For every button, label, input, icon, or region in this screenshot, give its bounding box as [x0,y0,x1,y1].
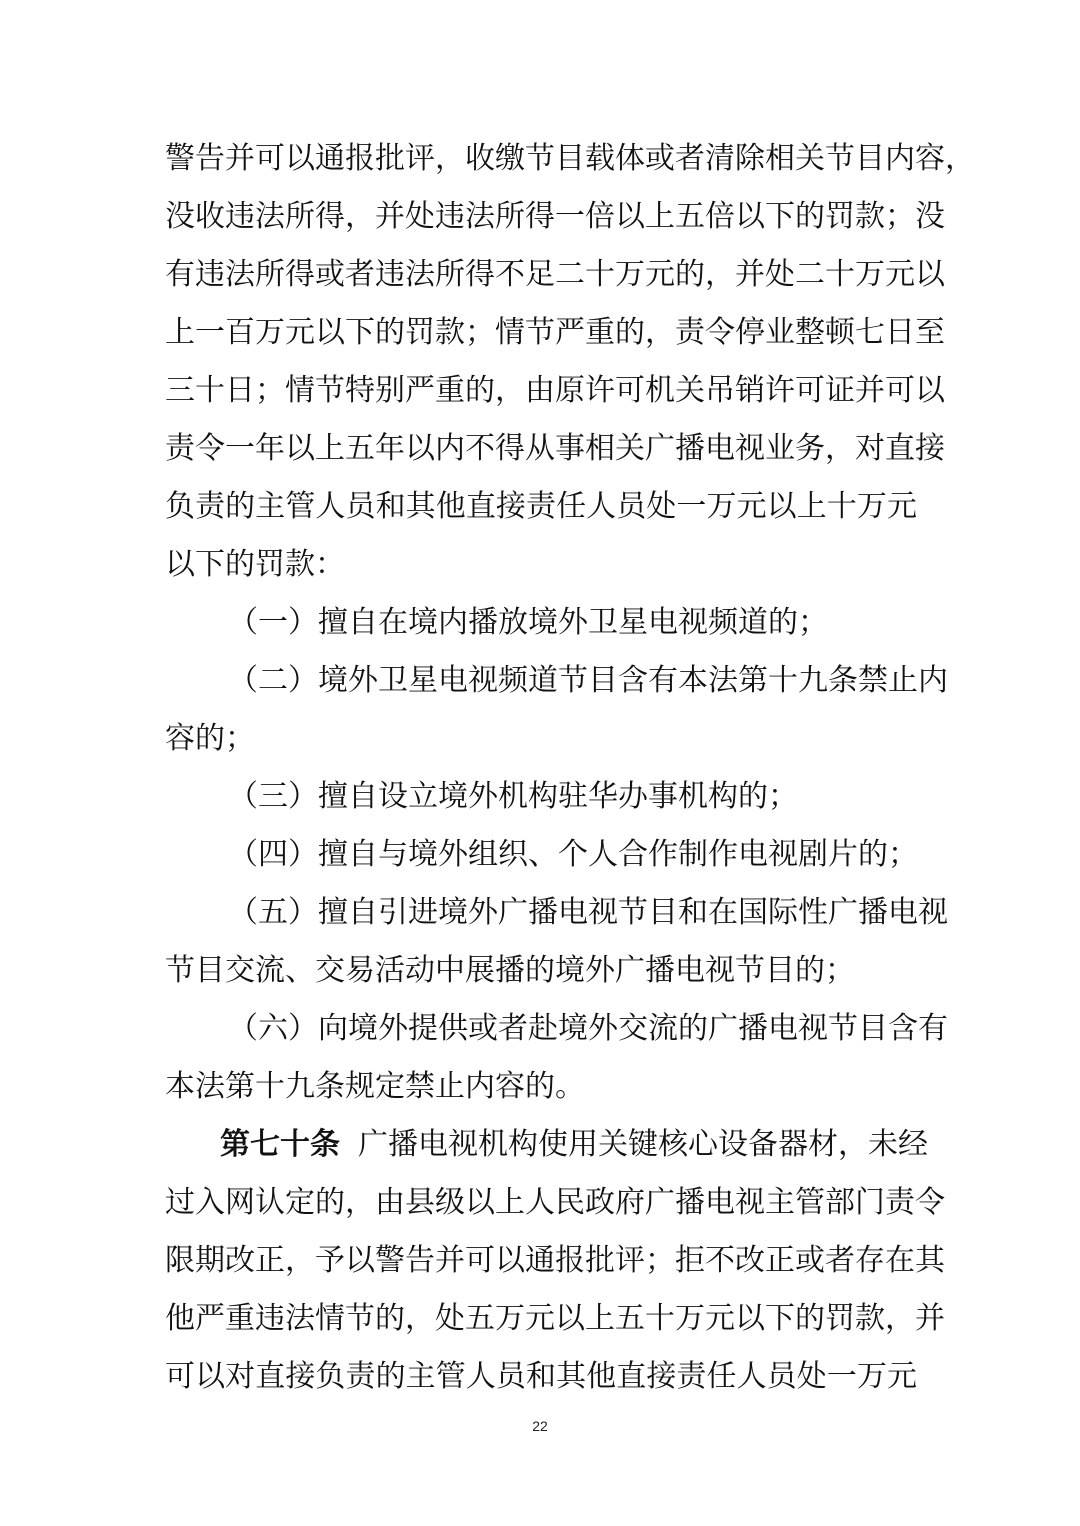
text-line-content: 警告并可以通报批评，收缴节目载体或者清除相关节目内容， [165,141,975,176]
text-line-content: 节目交流、交易活动中展播的境外广播电视节目的； [165,953,855,988]
text-line-content: （二）境外卫星电视频道节目含有本法第十九条禁止内 [228,663,948,698]
text-line-content: 他严重违法情节的，处五万元以上五十万元以下的罚款，并 [165,1301,945,1336]
text-line-content: 过入网认定的，由县级以上人民政府广播电视主管部门责令 [165,1185,945,1220]
text-line-content: （六）向境外提供或者赴境外交流的广播电视节目含有 [228,1011,948,1046]
text-line-content: 可以对直接负责的主管人员和其他直接责任人员处一万元 [165,1359,917,1394]
text-line-content: （四）擅自与境外组织、个人合作制作电视剧片的； [228,837,918,872]
text-line-content: （五）擅自引进境外广播电视节目和在国际性广播电视 [228,895,948,930]
text-line-content: （三）擅自设立境外机构驻华办事机构的； [228,779,798,814]
text-line-content: （一）擅自在境内播放境外卫星电视频道的； [228,605,828,640]
text-line-content: 广播电视机构使用关键核心设备器材，未经 [358,1127,928,1162]
text-line-content: 限期改正，予以警告并可以通报批评；拒不改正或者存在其 [165,1243,945,1278]
text-line-content: 以下的罚款： [165,547,345,582]
text-line-content: 容的； [165,721,255,756]
text-line-content: 没收违法所得，并处违法所得一倍以上五倍以下的罚款；没 [165,199,945,234]
text-line-content: 本法第十九条规定禁止内容的。 [165,1069,585,1104]
text-line-content: 三十日；情节特别严重的，由原许可机关吊销许可证并可以 [165,373,945,408]
text-line-content: 上一百万元以下的罚款；情节严重的，责令停业整顿七日至 [165,315,945,350]
text-line-content: 有违法所得或者违法所得不足二十万元的，并处二十万元以 [165,257,945,292]
article-heading: 第七十条 [220,1127,340,1162]
page-number: 22 [532,1418,548,1434]
text-line-content: 责令一年以上五年以内不得从事相关广播电视业务，对直接 [165,431,945,466]
text-line-content: 负责的主管人员和其他直接责任人员处一万元以上十万元 [165,489,917,524]
